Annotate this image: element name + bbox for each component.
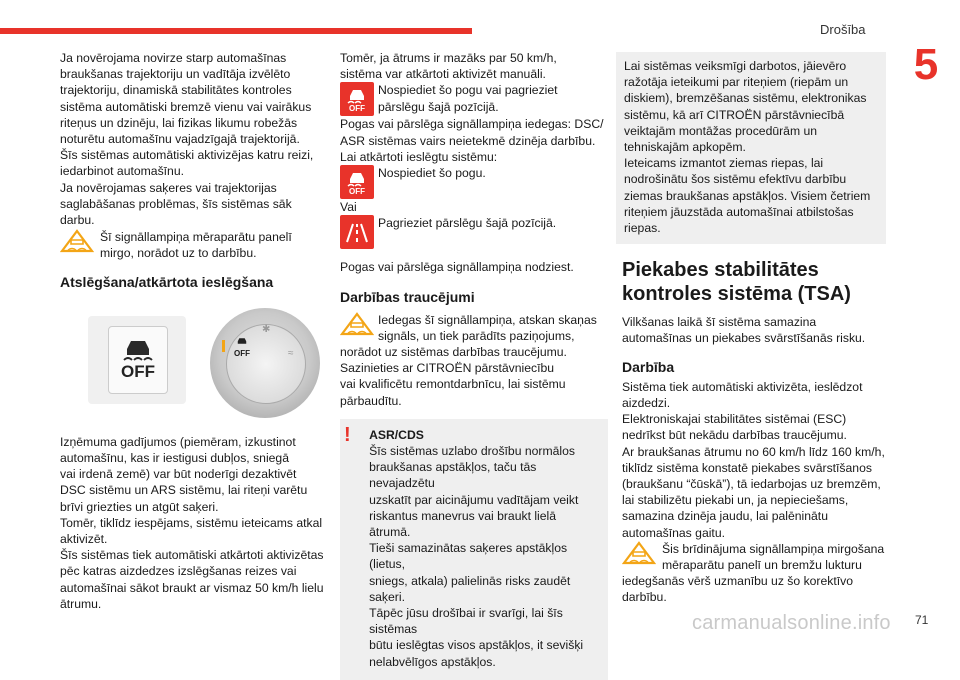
esp-off-icon	[340, 82, 374, 116]
left-column	[60, 50, 330, 612]
paragraph: Elektroniskajai stabilitātes sistēmai (ESC) nedrīkst būt nekādu darbības traucējumu.	[622, 412, 847, 443]
off-button-label: OFF	[121, 362, 155, 382]
lamp-description: Šī signāllampiņa mēraparātu panelī mirgo, norādot uz to darbību.	[100, 230, 292, 261]
warning-title: ASR/CDS	[369, 427, 424, 442]
middle-column	[340, 50, 608, 680]
svg-text:OFF: OFF	[349, 104, 365, 114]
paragraph: Pogas vai pārslēga signāllampiņa iedegas: DSC/ ASR sistēmas vairs neietekmē dzinēja darbību.	[340, 117, 604, 148]
skid-car-icon	[121, 335, 155, 361]
paragraph: Tomēr, ja ātrums ir mazāks par 50 km/h, sistēma var atkārtoti aktivizēt manuāli.	[340, 51, 557, 82]
paragraph: Tomēr, tiklīdz iespējams, sistēmu ieteicams atkal aktivizēt.	[60, 515, 323, 547]
off-button	[88, 316, 186, 404]
paragraph: norādot uz sistēmas darbības traucējumu. Sazinieties ar CITROËN pārstāvniecību vai kvalificētu remontdarbnīcu, lai sistēmu pārbaudītu.	[340, 345, 567, 408]
paragraph: Ar braukšanas ātrumu no 60 km/h līdz 160 km/h, tiklīdz sistēma konstatē piekabes svārstīšanos (braukšanu “čūskā”), tā iedarbojas uz bremzēm, lai stabilizētu piekabi un, ja nepieciešams, samazina dzinēja jaudu, lai palēninātu automašīnas gaitu.	[622, 444, 885, 540]
paragraph: Šīs sistēmas tiek automātiski atkārtoti aktivizētas pēc katras aizdedzes izslēgšanas reizes vai automašīnai sākot braukt ar vismaz 50 km/h lielu ātrumu.	[60, 548, 324, 611]
paragraph: Sistēma tiek automātiski aktivizēta, ieslēdzot aizdedzi.	[622, 379, 863, 411]
paragraph: Ja novērojama novirze starp automašīnas braukšanas trajektoriju un vadītāja izvēlēto trajektoriju, dinamiskā stabilitātes kontroles sistēma automātiski bremzē vienu vai vairākus riteņus un dzinēju, lai fizikas likumu robežās noturētu automašīnu vajadzīgajā trajektorijā.	[60, 51, 312, 147]
heading-disable-enable: Atslēgšana/atkārtota ieslēgšana	[60, 273, 274, 290]
turn-knob-row	[340, 215, 608, 249]
press-button-row	[340, 165, 608, 199]
snow-icon: ✱	[262, 323, 271, 335]
knob-off-icon: OFF	[230, 334, 254, 358]
heading-operation: Darbība	[622, 358, 675, 375]
section-title: Drošība	[820, 22, 866, 37]
fault-description: Iedegas šī signāllampiņa, atskan skaņas signāls, un tiek parādīts paziņojums,	[378, 312, 597, 343]
info-paragraph: Lai sistēmas veiksmīgi darbotos, jāievēro ražotāja ieteikumi par riteņiem (riepām un diskiem), bremzēšanas sistēmu, elektronikas sistēmu, kā arī CITROËN pārstāvniecībā veiktajām montāžas procedūrām un tehniskajām apkopēm.	[624, 59, 867, 155]
mode-selector-knob	[210, 308, 320, 418]
warning-text: Šīs sistēmas uzlabo drošību normālos braukšanas apstākļos, taču tās nevajadzētu uzskatīt par aicinājumu vadītājam veikt riskantus manevrus vai braukt lielā ātrumā. Tieši samazinātas saķeres apstākļos (lietus, sniegs, atkala) palielinās risks zaudēt saķeri. Tāpēc jūsu drošībai ir svarīgi, lai šīs sistēmas būtu ieslēgtas visos apstākļos, it sevišķi nelabvēlīgos apstākļos.	[369, 444, 584, 669]
esp-off-icon	[340, 165, 374, 199]
exclamation-icon: !	[344, 423, 351, 446]
lamp-description: Šis brīdinājuma signāllampiņa mirgošana mēraparātu panelī un bremžu lukturu	[662, 541, 885, 573]
controls-illustration	[60, 300, 330, 420]
orange-indicator	[222, 340, 225, 352]
info-box	[616, 52, 886, 244]
fault-row	[340, 312, 608, 344]
paragraph: Pogas vai pārslēga signāllampiņa nodziest.	[340, 260, 574, 275]
instruction: Nospiediet šo pogu vai pagrieziet pārslēgu šajā pozīcijā.	[378, 83, 558, 114]
instruction: Pagrieziet pārslēgu šajā pozīcijā.	[378, 216, 557, 231]
watermark: carmanualsonline.info	[692, 612, 891, 634]
skid-car-icon	[234, 336, 250, 346]
top-accent-bar	[0, 28, 472, 34]
mud-icon: ≈	[288, 347, 294, 359]
paragraph: Ja novērojamas saķeres vai trajektorijas saglabāšanas problēmas, šīs sistēmas sāk darbu.	[60, 180, 292, 228]
paragraph: iedegšanās vērš uzmanību uz šo korektīvo darbību.	[622, 574, 854, 605]
heading-faults: Darbības traucējumi	[340, 289, 475, 306]
warning-box	[340, 419, 608, 680]
skid-warning-lamp-icon	[60, 229, 94, 257]
section-heading-tsa: Piekabes stabilitātes kontroles sistēma (TSA)	[622, 259, 851, 306]
instruction: Nospiediet šo pogu.	[378, 166, 486, 181]
chapter-number: 5	[913, 40, 939, 89]
paragraph: Lai atkārtoti ieslēgtu sistēmu:	[340, 149, 498, 164]
skid-warning-lamp-icon	[340, 312, 374, 340]
or-text: Vai	[340, 200, 357, 215]
lamp-row	[60, 229, 330, 261]
right-column	[622, 52, 886, 606]
paragraph: Šīs sistēmas automātiski aktivizējas katru reizi, iedarbinot automašīnu.	[60, 148, 314, 179]
paragraph: Izņēmuma gadījumos (piemēram, izkustinot automašīnu, kas ir iestigusi dubļos, sniegā vai irdenā zemē) var būt noderīgi dezaktivēt DSC sistēmu un ARS sistēmu, lai riteņi varētu brīvi griezties un atgūt saķeri.	[60, 434, 308, 514]
svg-text:OFF: OFF	[349, 187, 365, 197]
info-paragraph: Ieteicams izmantot ziemas riepas, lai nodrošinātu šos sistēmu efektīvu darbību ziemas braukšanas apstākļos. Visiem četriem riteņiem jāuzstāda automašīnai atbilstošas riepas.	[624, 156, 871, 236]
page-number: 71	[915, 613, 929, 627]
lamp-row	[622, 541, 886, 573]
knob-position-icon	[340, 215, 374, 249]
skid-warning-lamp-icon	[622, 541, 656, 569]
press-button-row	[340, 82, 608, 116]
paragraph: Vilkšanas laikā šī sistēma samazina automašīnas un piekabes svārstīšanās risku.	[622, 315, 866, 346]
